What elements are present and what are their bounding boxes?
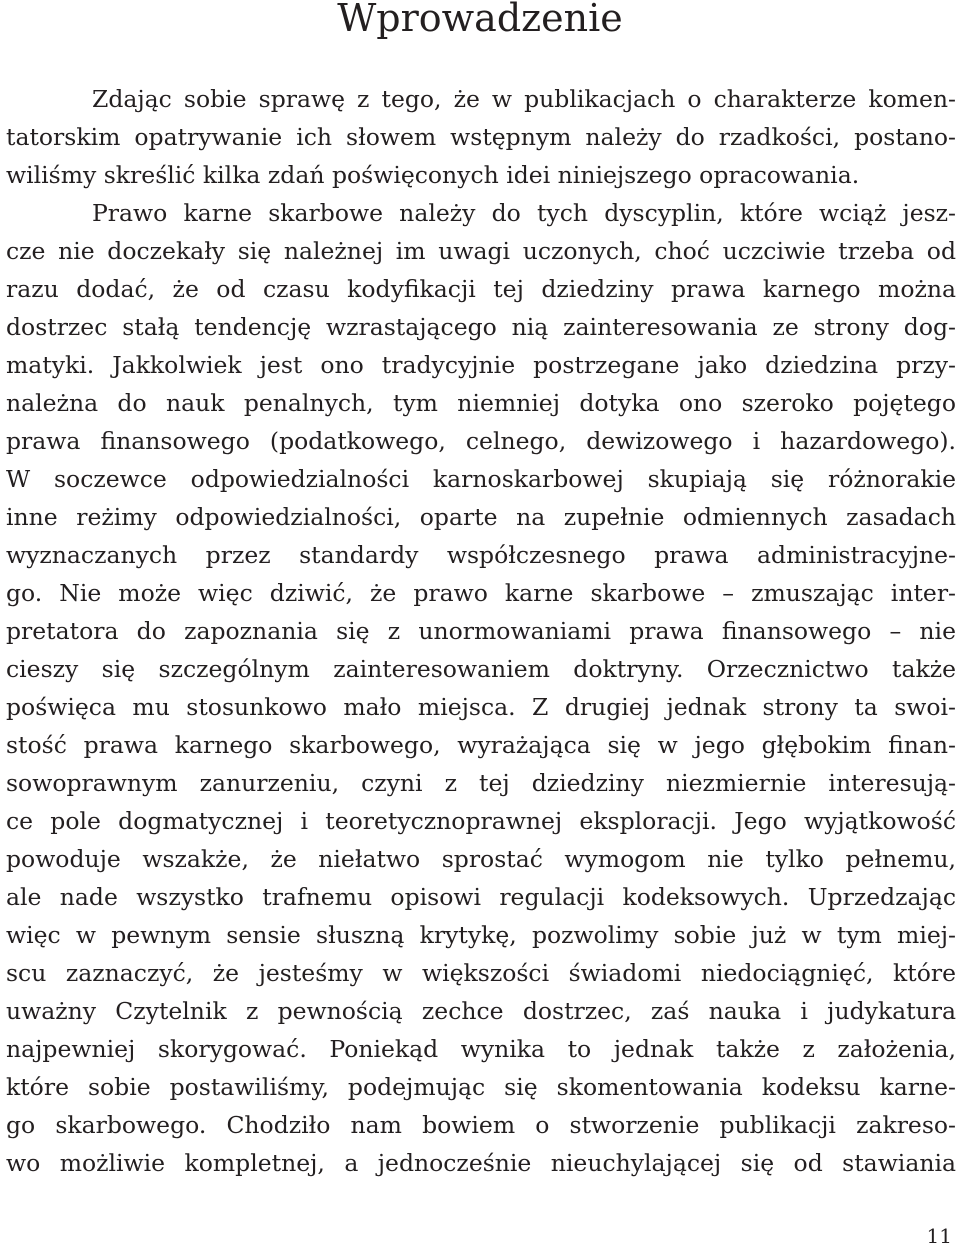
text-line: go. Nie może więc dziwić, że prawo karne skarbowe – zmuszając inter- (6, 579, 956, 607)
text-line: Zdając sobie sprawę z tego, że w publikacjach o charakterze komen- (92, 85, 956, 113)
text-line: dostrzec stałą tendencję wzrastającego nią zainteresowania ze strony dog- (6, 313, 956, 341)
text-line: go skarbowego. Chodziło nam bowiem o stworzenie publikacji zakreso- (6, 1111, 956, 1139)
text-line: cze nie doczekały się należnej im uwagi uczonych, choć uczciwie trzeba od (6, 237, 956, 265)
text-line: Prawo karne skarbowe należy do tych dyscyplin, które wciąż jesz- (92, 199, 956, 227)
text-line: W soczewce odpowiedzialności karnoskarbowej skupiają się różnorakie (6, 465, 956, 493)
text-line: inne reżimy odpowiedzialności, oparte na zupełnie odmiennych zasadach (6, 503, 956, 531)
text-line: wiliśmy skreślić kilka zdań poświęconych idei niniejszego opracowania. (6, 161, 860, 189)
text-line: najpewniej skorygować. Poniekąd wynika to jednak także z założenia, (6, 1035, 956, 1063)
text-line: należna do nauk penalnych, tym niemniej dotyka ono szeroko pojętego (6, 389, 956, 417)
text-line: matyki. Jakkolwiek jest ono tradycyjnie postrzegane jako dziedzina przy- (6, 351, 956, 379)
text-line: poświęca mu stosunkowo mało miejsca. Z drugiej jednak strony ta swoi- (6, 693, 956, 721)
text-line: sowoprawnym zanurzeniu, czyni z tej dziedziny niezmiernie interesują- (6, 769, 956, 797)
text-line: scu zaznaczyć, że jesteśmy w większości świadomi niedociągnięć, które (6, 959, 956, 987)
text-line: tatorskim opatrywanie ich słowem wstępnym należy do rzadkości, postano- (6, 123, 956, 151)
chapter-title: Wprowadzenie (337, 0, 623, 40)
text-line: ale nade wszystko trafnemu opisowi regulacji kodeksowych. Uprzedzając (6, 883, 956, 911)
text-line: wo możliwie kompletnej, a jednocześnie nieuchylającej się od stawiania (6, 1149, 956, 1177)
text-line: stość prawa karnego skarbowego, wyrażająca się w jego głębokim finan- (6, 731, 956, 759)
text-line: ce pole dogmatycznej i teoretycznoprawnej eksploracji. Jego wyjątkowość (6, 807, 956, 835)
text-line: które sobie postawiliśmy, podejmując się skomentowania kodeksu karne- (6, 1073, 956, 1101)
text-line: razu dodać, że od czasu kodyfikacji tej dziedziny prawa karnego można (6, 275, 956, 303)
text-line: uważny Czytelnik z pewnością zechce dostrzec, zaś nauka i judykatura (6, 997, 956, 1025)
text-line: pretatora do zapoznania się z unormowaniami prawa finansowego – nie (6, 617, 956, 645)
text-line: powoduje wszakże, że niełatwo sprostać wymogom nie tylko pełnemu, (6, 845, 956, 873)
text-line: prawa finansowego (podatkowego, celnego, dewizowego i hazardowego). (6, 427, 956, 455)
page-number: 11 (926, 1224, 952, 1248)
text-line: wyznaczanych przez standardy współczesnego prawa administracyjne- (6, 541, 956, 569)
text-line: więc w pewnym sensie słuszną krytykę, pozwolimy sobie już w tym miej- (6, 921, 956, 949)
text-line: cieszy się szczególnym zainteresowaniem doktryny. Orzecznictwo także (6, 655, 956, 683)
body-text (6, 80, 956, 1182)
